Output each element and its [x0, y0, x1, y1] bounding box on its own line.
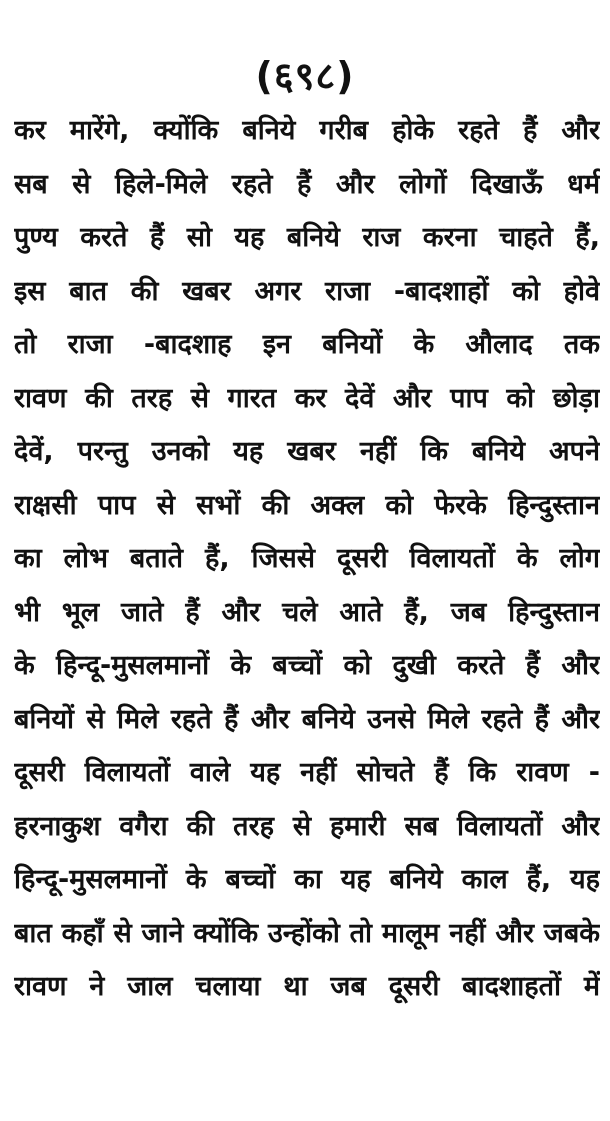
- text-line: रावण की तरह से गारत कर देवें और पाप को छोड़ा: [14, 382, 600, 414]
- text-line: भी भूल जाते हैं और चले आते हैं, जब हिन्दुस्तान: [14, 596, 600, 628]
- page-number: (६९८): [255, 54, 355, 98]
- text-line: इस बात की खबर अगर राजा -बादशाहों को होवे: [14, 275, 600, 307]
- text-line: दूसरी विलायतों वाले यह नहीं सोचते हैं कि रावण -: [14, 757, 600, 788]
- text-line: हरनाकुश वगैरा की तरह से हमारी सब विलायतों और: [14, 810, 600, 842]
- text-line: देवें, परन्तु उनको यह खबर नहीं कि बनिये अपने: [14, 436, 600, 467]
- text-line: का लोभ बताते हैं, जिससे दूसरी विलायतों के लोग: [14, 543, 600, 574]
- text-line: पुण्य करते हैं सो यह बनिये राज करना चाहते हैं,: [14, 222, 600, 253]
- text-line: बनियों से मिले रहते हैं और बनिये उनसे मिले रहते हैं और: [14, 703, 600, 735]
- text-line: के हिन्दू-मुसलमानों के बच्चों को दुखी करते हैं और: [14, 650, 600, 681]
- text-line: कर मारेंगे, क्योंकि बनिये गरीब होके रहते हैं और: [14, 115, 600, 146]
- text-line: राक्षसी पाप से सभों की अक्ल को फेरके हिन्दुस्तान: [14, 489, 600, 521]
- text-line: सब से हिले-मिले रहते हैं और लोगों दिखाऊँ धर्म: [14, 168, 600, 200]
- text-line: बात कहाँ से जाने क्योंकि उन्होंको तो मालूम नहीं और जबके: [14, 917, 600, 949]
- text-line: हिन्दू-मुसलमानों के बच्चों का यह बनिये काल हैं, यह: [14, 864, 600, 895]
- text-line: रावण ने जाल चलाया था जब दूसरी बादशाहतों में: [14, 971, 600, 1002]
- body-text: [14, 104, 600, 1014]
- text-line: तो राजा -बादशाह इन बनियों के औलाद तक: [14, 329, 600, 360]
